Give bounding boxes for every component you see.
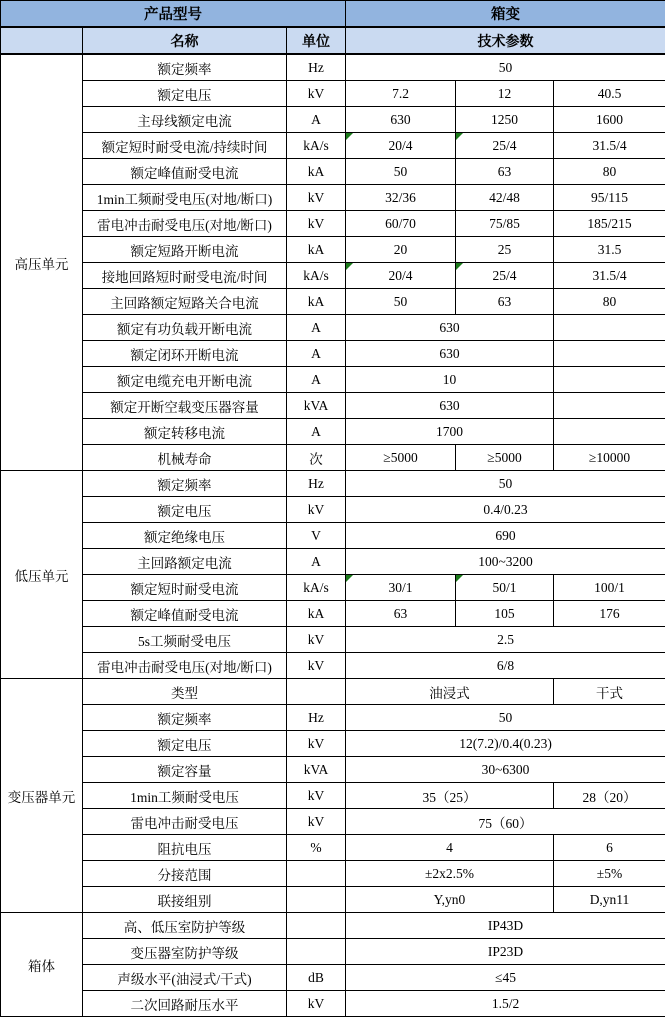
value-cell: ≥10000 xyxy=(554,445,665,471)
param-name-cell: 额定容量 xyxy=(83,757,287,783)
param-name-cell: 额定频率 xyxy=(83,54,287,81)
value-cell: 1700 xyxy=(346,419,554,445)
param-name-cell: 额定闭环开断电流 xyxy=(83,341,287,367)
table-row xyxy=(1,419,665,445)
param-name-cell: 额定频率 xyxy=(83,705,287,731)
table-row xyxy=(1,653,665,679)
param-name-cell: 主回路额定短路关合电流 xyxy=(83,289,287,315)
unit-cell: A xyxy=(287,107,346,133)
product-type-header: 箱变 xyxy=(346,1,665,28)
value-cell: 50/1 xyxy=(456,575,554,601)
value-cell: 40.5 xyxy=(554,81,665,107)
value-cell: 30/1 xyxy=(346,575,456,601)
value-cell: 30~6300 xyxy=(346,757,665,783)
value-cell: 10 xyxy=(346,367,554,393)
table-row xyxy=(1,289,665,315)
unit-cell xyxy=(287,913,346,939)
param-name-cell: 主母线额定电流 xyxy=(83,107,287,133)
unit-cell: A xyxy=(287,419,346,445)
table-row xyxy=(1,185,665,211)
table-row xyxy=(1,497,665,523)
param-name-cell: 声级水平(油浸式/干式) xyxy=(83,965,287,991)
value-cell: 63 xyxy=(456,159,554,185)
table-row xyxy=(1,549,665,575)
value-cell: 630 xyxy=(346,107,456,133)
unit-cell: dB xyxy=(287,965,346,991)
corner-cell xyxy=(1,27,83,54)
value-cell: 25/4 xyxy=(456,263,554,289)
param-name-cell: 高、低压室防护等级 xyxy=(83,913,287,939)
value-cell: 630 xyxy=(346,315,554,341)
unit-cell: kV xyxy=(287,991,346,1017)
param-name-cell: 类型 xyxy=(83,679,287,705)
unit-cell: Hz xyxy=(287,705,346,731)
table-row xyxy=(1,939,665,965)
table-row xyxy=(1,575,665,601)
value-cell: 75/85 xyxy=(456,211,554,237)
param-name-cell: 联接组别 xyxy=(83,887,287,913)
param-name-cell: 额定转移电流 xyxy=(83,419,287,445)
unit-cell: kA/s xyxy=(287,133,346,159)
section-label: 变压器单元 xyxy=(1,679,83,913)
table-row xyxy=(1,237,665,263)
value-cell: 31.5 xyxy=(554,237,665,263)
value-cell: 20/4 xyxy=(346,133,456,159)
value-cell: 75（60） xyxy=(346,809,665,835)
header-row-2 xyxy=(1,27,665,54)
unit-cell: A xyxy=(287,367,346,393)
value-cell: 干式 xyxy=(554,679,665,705)
value-cell: Y,yn0 xyxy=(346,887,554,913)
header-row-1 xyxy=(1,1,665,28)
value-cell xyxy=(554,393,665,419)
table-row xyxy=(1,54,665,81)
value-cell: 7.2 xyxy=(346,81,456,107)
value-cell: 100/1 xyxy=(554,575,665,601)
table-row xyxy=(1,783,665,809)
value-cell: 105 xyxy=(456,601,554,627)
value-cell: 12 xyxy=(456,81,554,107)
unit-cell xyxy=(287,887,346,913)
param-name-cell: 1min工频耐受电压 xyxy=(83,783,287,809)
value-cell: 63 xyxy=(456,289,554,315)
value-cell: D,yn11 xyxy=(554,887,665,913)
value-cell xyxy=(554,367,665,393)
value-cell: 50 xyxy=(346,159,456,185)
table-row xyxy=(1,133,665,159)
table-row xyxy=(1,523,665,549)
value-cell: 31.5/4 xyxy=(554,133,665,159)
param-name-cell: 额定开断空载变压器容量 xyxy=(83,393,287,419)
value-cell: 6/8 xyxy=(346,653,665,679)
value-cell: ±5% xyxy=(554,861,665,887)
unit-cell: kV xyxy=(287,211,346,237)
param-name-cell: 额定峰值耐受电流 xyxy=(83,601,287,627)
unit-cell xyxy=(287,939,346,965)
unit-cell: kA/s xyxy=(287,575,346,601)
value-cell: 185/215 xyxy=(554,211,665,237)
table-row xyxy=(1,809,665,835)
table-row xyxy=(1,991,665,1017)
value-cell: 50 xyxy=(346,289,456,315)
unit-cell: kA xyxy=(287,289,346,315)
unit-cell: kVA xyxy=(287,757,346,783)
param-name-cell: 雷电冲击耐受电压 xyxy=(83,809,287,835)
unit-cell: A xyxy=(287,549,346,575)
unit-cell: kV xyxy=(287,731,346,757)
table-row xyxy=(1,679,665,705)
param-name-cell: 二次回路耐压水平 xyxy=(83,991,287,1017)
table-row xyxy=(1,393,665,419)
table-row xyxy=(1,835,665,861)
table-row xyxy=(1,757,665,783)
unit-cell: kA xyxy=(287,237,346,263)
value-cell xyxy=(554,419,665,445)
value-cell: 630 xyxy=(346,393,554,419)
param-name-cell: 变压器室防护等级 xyxy=(83,939,287,965)
param-name-cell: 分接范围 xyxy=(83,861,287,887)
unit-cell: % xyxy=(287,835,346,861)
table-row xyxy=(1,211,665,237)
section-label: 箱体 xyxy=(1,913,83,1017)
value-cell: 25/4 xyxy=(456,133,554,159)
value-cell: 80 xyxy=(554,159,665,185)
unit-cell: kV xyxy=(287,81,346,107)
value-cell: 0.4/0.23 xyxy=(346,497,665,523)
value-cell xyxy=(554,341,665,367)
param-name-cell: 机械寿命 xyxy=(83,445,287,471)
value-cell: 1.5/2 xyxy=(346,991,665,1017)
unit-cell: kA/s xyxy=(287,263,346,289)
unit-cell: Hz xyxy=(287,54,346,81)
param-name-cell: 额定电压 xyxy=(83,81,287,107)
value-cell: 6 xyxy=(554,835,665,861)
table-row xyxy=(1,471,665,497)
value-cell: 690 xyxy=(346,523,665,549)
param-name-cell: 额定短时耐受电流 xyxy=(83,575,287,601)
param-name-cell: 雷电冲击耐受电压(对地/断口) xyxy=(83,653,287,679)
unit-cell: kV xyxy=(287,627,346,653)
param-name-cell: 额定有功负载开断电流 xyxy=(83,315,287,341)
table-row xyxy=(1,601,665,627)
value-cell: 1250 xyxy=(456,107,554,133)
value-cell: 32/36 xyxy=(346,185,456,211)
param-name-cell: 5s工频耐受电压 xyxy=(83,627,287,653)
value-cell: 油浸式 xyxy=(346,679,554,705)
param-name-cell: 额定电压 xyxy=(83,497,287,523)
table-row xyxy=(1,965,665,991)
value-cell: 42/48 xyxy=(456,185,554,211)
table-row xyxy=(1,861,665,887)
table-row xyxy=(1,445,665,471)
value-cell: 20 xyxy=(346,237,456,263)
section-label: 低压单元 xyxy=(1,471,83,679)
value-cell: 28（20） xyxy=(554,783,665,809)
value-cell: ≥5000 xyxy=(346,445,456,471)
table-row xyxy=(1,107,665,133)
unit-cell: kV xyxy=(287,809,346,835)
unit-cell: A xyxy=(287,341,346,367)
param-name-cell: 额定短路开断电流 xyxy=(83,237,287,263)
unit-cell: kV xyxy=(287,783,346,809)
value-cell: 4 xyxy=(346,835,554,861)
unit-cell xyxy=(287,861,346,887)
value-cell: 630 xyxy=(346,341,554,367)
param-name-cell: 额定短时耐受电流/持续时间 xyxy=(83,133,287,159)
product-model-header: 产品型号 xyxy=(1,1,346,28)
value-cell: 176 xyxy=(554,601,665,627)
unit-cell: Hz xyxy=(287,471,346,497)
param-name-cell: 额定绝缘电压 xyxy=(83,523,287,549)
param-name-cell: 额定电压 xyxy=(83,731,287,757)
value-cell: 60/70 xyxy=(346,211,456,237)
param-name-cell: 额定峰值耐受电流 xyxy=(83,159,287,185)
unit-cell: V xyxy=(287,523,346,549)
value-cell: 2.5 xyxy=(346,627,665,653)
value-cell: 50 xyxy=(346,705,665,731)
name-header: 名称 xyxy=(83,27,287,54)
unit-cell: kVA xyxy=(287,393,346,419)
param-name-cell: 额定频率 xyxy=(83,471,287,497)
table-row xyxy=(1,315,665,341)
unit-cell: kV xyxy=(287,497,346,523)
table-row xyxy=(1,731,665,757)
table-row xyxy=(1,263,665,289)
value-cell: 1600 xyxy=(554,107,665,133)
value-cell: IP43D xyxy=(346,913,665,939)
table-row xyxy=(1,341,665,367)
value-cell: 63 xyxy=(346,601,456,627)
value-cell: 50 xyxy=(346,54,665,81)
value-cell: ±2x2.5% xyxy=(346,861,554,887)
param-name-cell: 阻抗电压 xyxy=(83,835,287,861)
value-cell: 31.5/4 xyxy=(554,263,665,289)
unit-cell: kV xyxy=(287,653,346,679)
param-name-cell: 接地回路短时耐受电流/时间 xyxy=(83,263,287,289)
table-row xyxy=(1,367,665,393)
param-name-cell: 额定电缆充电开断电流 xyxy=(83,367,287,393)
table-row xyxy=(1,705,665,731)
value-cell: 20/4 xyxy=(346,263,456,289)
table-row xyxy=(1,887,665,913)
unit-cell: A xyxy=(287,315,346,341)
value-cell: ≤45 xyxy=(346,965,665,991)
unit-cell: kA xyxy=(287,159,346,185)
value-cell: 80 xyxy=(554,289,665,315)
value-cell: 12(7.2)/0.4(0.23) xyxy=(346,731,665,757)
unit-cell xyxy=(287,679,346,705)
table-row xyxy=(1,159,665,185)
value-cell: ≥5000 xyxy=(456,445,554,471)
table-row xyxy=(1,913,665,939)
value-cell: 25 xyxy=(456,237,554,263)
table-row xyxy=(1,627,665,653)
value-cell: IP23D xyxy=(346,939,665,965)
value-cell: 95/115 xyxy=(554,185,665,211)
table-row xyxy=(1,81,665,107)
value-cell: 50 xyxy=(346,471,665,497)
unit-header: 单位 xyxy=(287,27,346,54)
tech-param-header: 技术参数 xyxy=(346,27,665,54)
spec-table-body xyxy=(1,54,665,1017)
section-label: 高压单元 xyxy=(1,54,83,471)
param-name-cell: 雷电冲击耐受电压(对地/断口) xyxy=(83,211,287,237)
unit-cell: kV xyxy=(287,185,346,211)
unit-cell: kA xyxy=(287,601,346,627)
unit-cell: 次 xyxy=(287,445,346,471)
value-cell: 100~3200 xyxy=(346,549,665,575)
param-name-cell: 主回路额定电流 xyxy=(83,549,287,575)
param-name-cell: 1min工频耐受电压(对地/断口) xyxy=(83,185,287,211)
value-cell xyxy=(554,315,665,341)
value-cell: 35（25） xyxy=(346,783,554,809)
